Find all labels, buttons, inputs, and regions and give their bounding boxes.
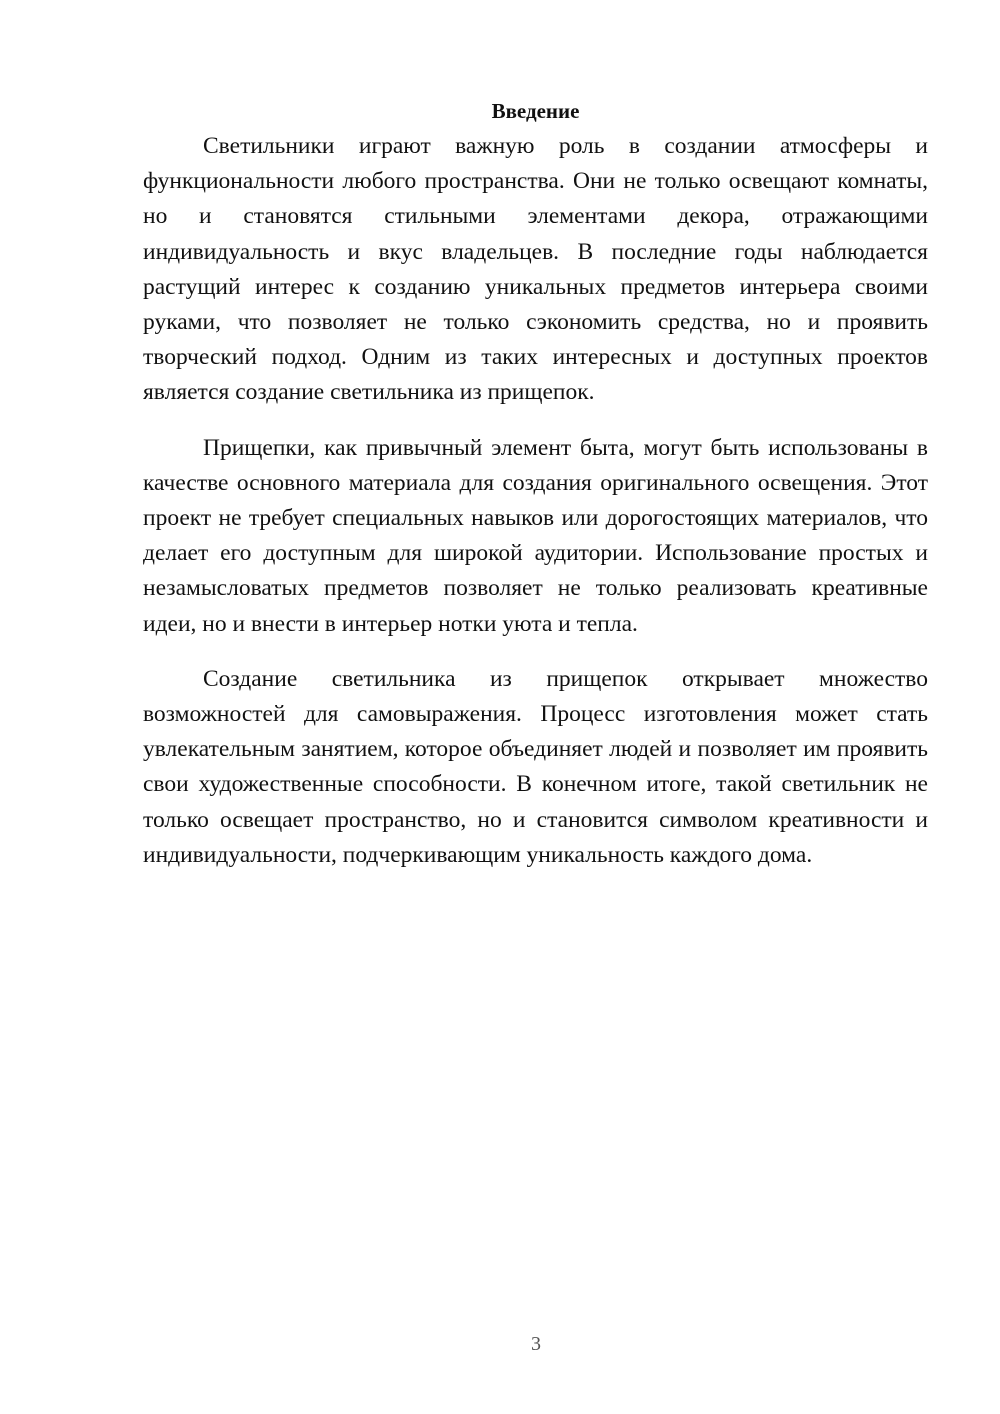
page-number: 3: [531, 1333, 541, 1355]
section-title: Введение: [491, 99, 580, 123]
page-content: [143, 95, 928, 893]
paragraph-3: Создание светильника из прищепок открывает множество возможностей для самовыражения. Процесс изготовления может стать увлекательным занятием, которое объединяет людей и позволяет им проявить свои художественные способности. В конечном итоге, такой светильник не только освещает пространство, но и становится символом креативности и индивидуальности, подчеркивающим уникальность каждого дома.: [143, 665, 928, 868]
paragraph-1: Светильники играют важную роль в создании атмосферы и функциональности любого пространства. Они не только освещают комнаты, но и становятся стильными элементами декора, отражающими индивидуальность и вкус владельцев. В последние годы наблюдается растущий интерес к созданию уникальных предметов интерьера своими руками, что позволяет не только сэкономить средства, но и проявить творческий подход. Одним из таких интересных и доступных проектов является создание светильника из прищепок.: [143, 133, 928, 406]
paragraph-2: Прищепки, как привычный элемент быта, могут быть использованы в качестве основного материала для создания оригинального освещения. Этот проект не требует специальных навыков или дорогостоящих материалов, что делает его доступным для широкой аудитории. Использование простых и незамысловатых предметов позволяет не только реализовать креативные идеи, но и внести в интерьер нотки уюта и тепла.: [143, 434, 928, 637]
